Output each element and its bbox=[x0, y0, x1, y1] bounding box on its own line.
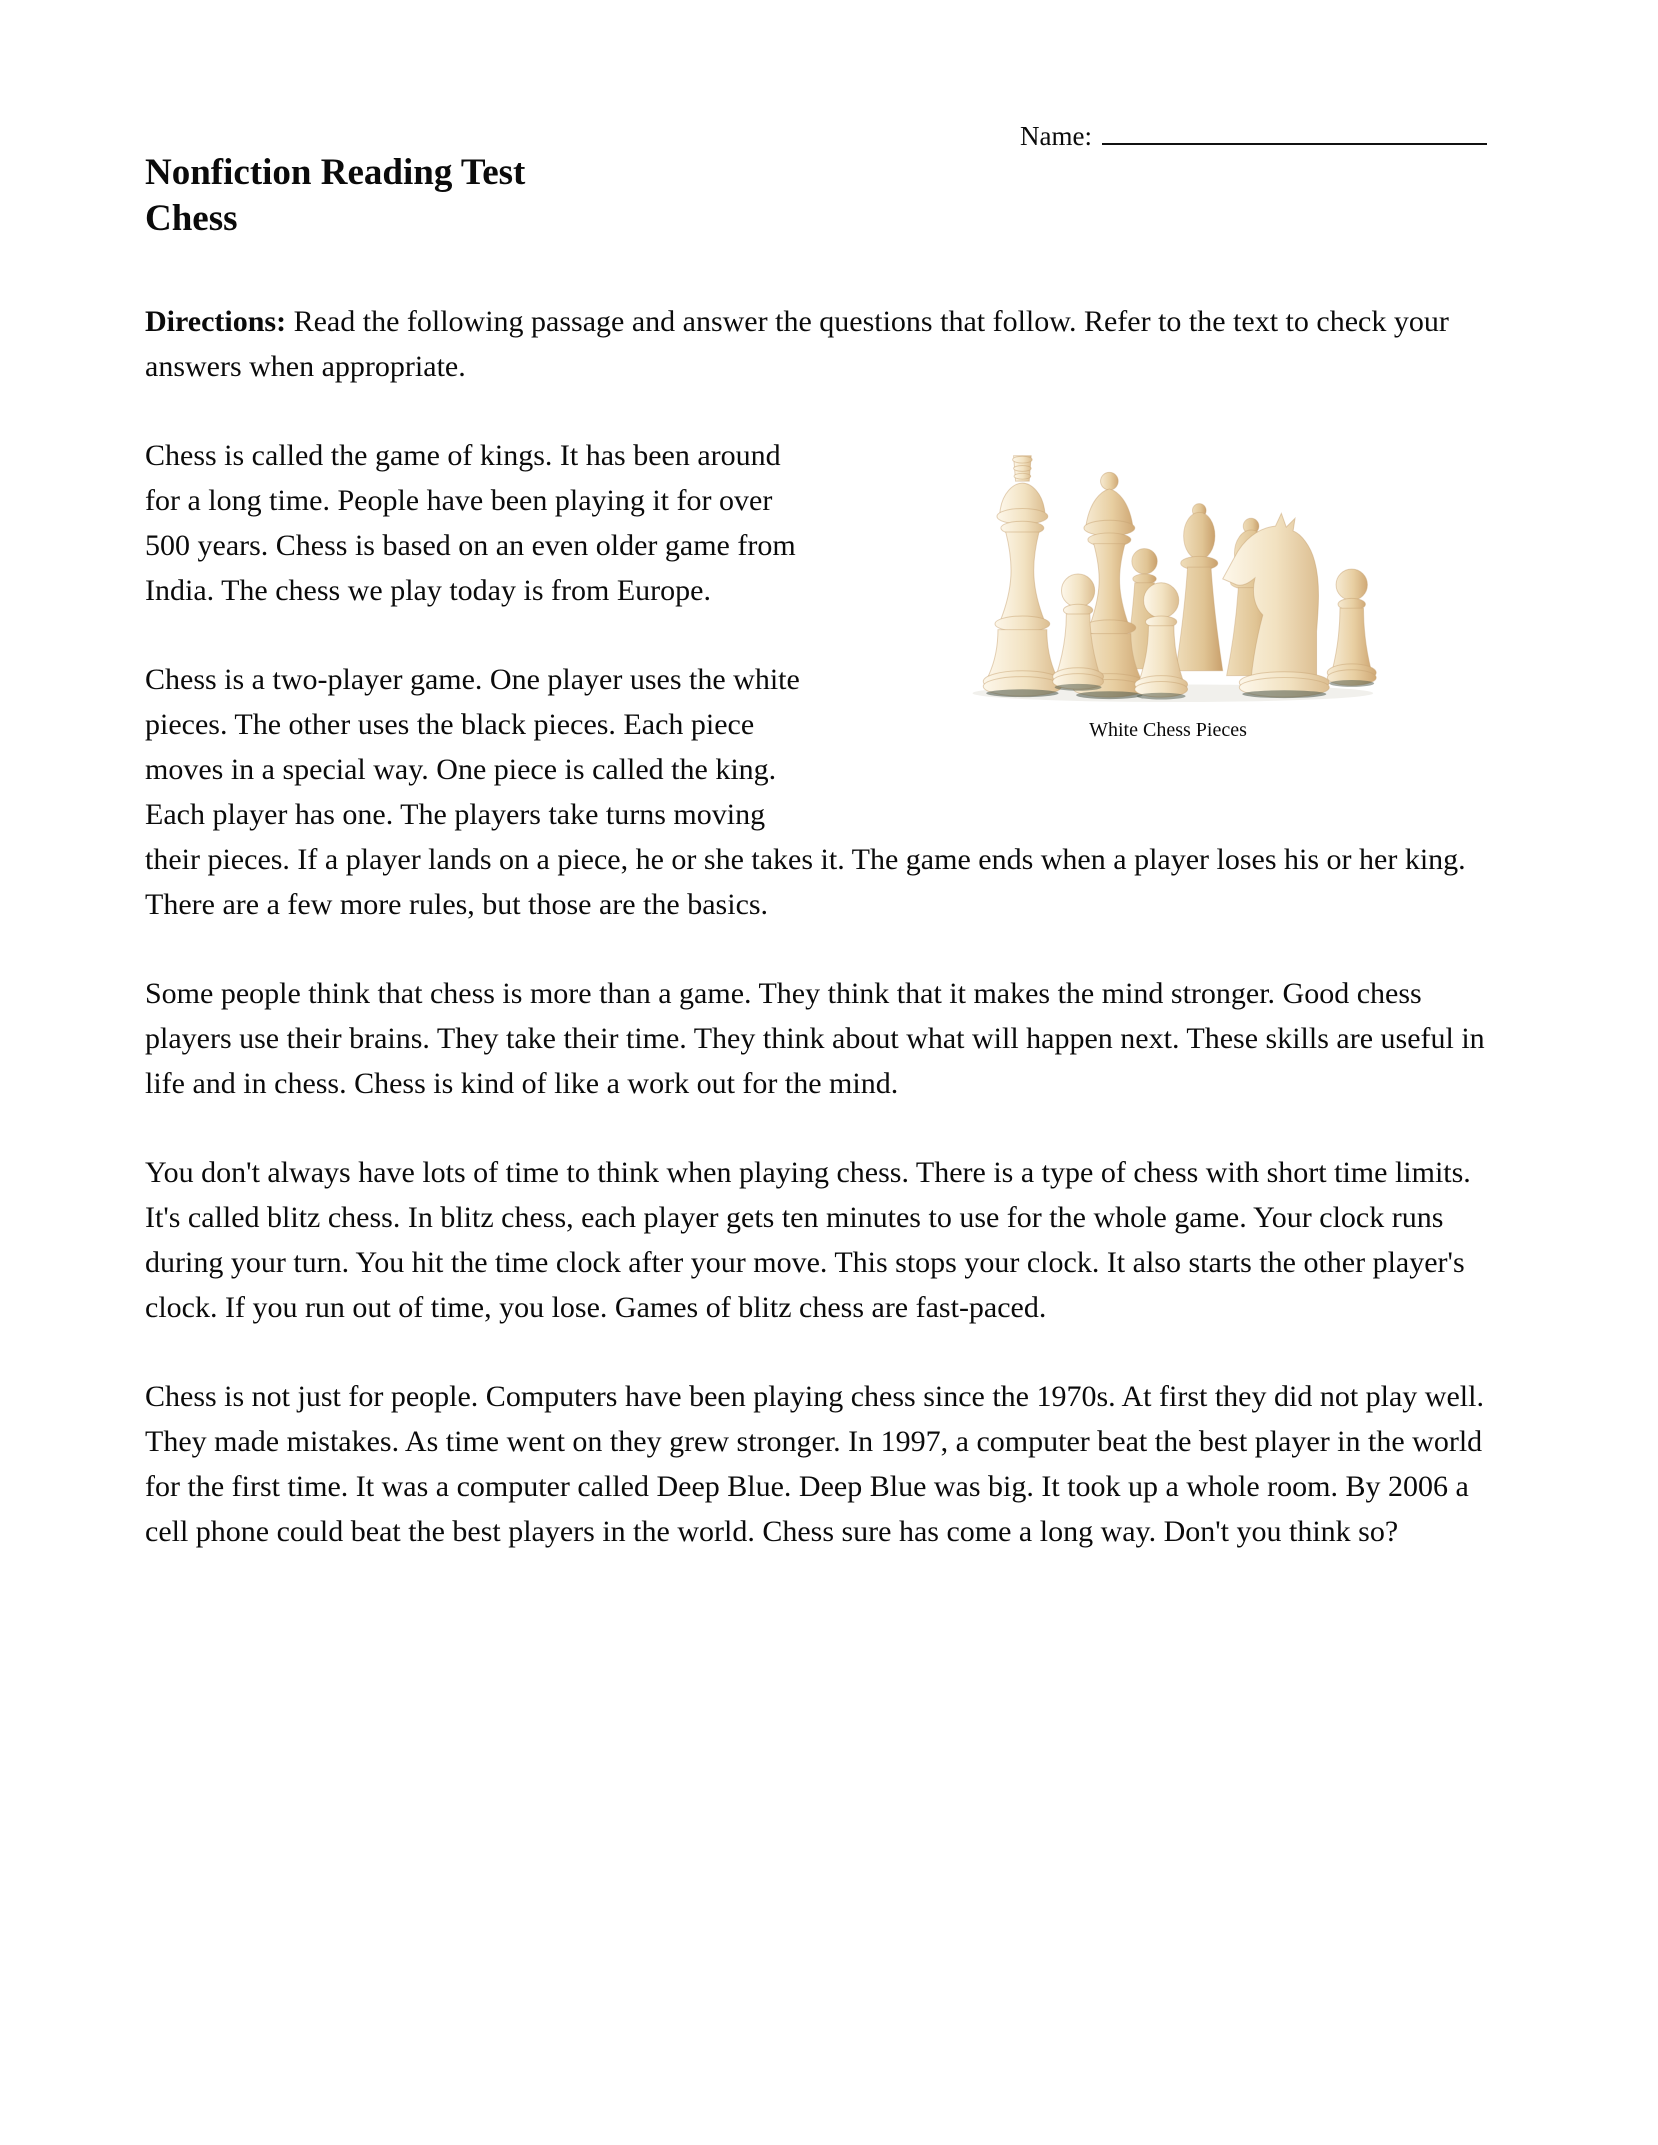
bishop-piece bbox=[1176, 504, 1223, 671]
pawn-piece-3 bbox=[1327, 569, 1376, 687]
directions-paragraph bbox=[145, 299, 1513, 389]
passage-paragraph-1: Chess is called the game of kings. It has been around for a long time. People have been playing it for over 500 years. Chess is based on an even older game from India. The chess we play today is from Europe. bbox=[145, 439, 796, 607]
name-label: Name: bbox=[1020, 121, 1092, 151]
passage-paragraph-2: Chess is a two-player game. One player uses the white pieces. The other uses the black pieces. Each piece moves in a special way. One piece is called the king. Each player has one. The players take turns moving their pieces. If a player lands on a piece, he or she takes it. The game ends when a player loses his or her king. There are a few more rules, but those are the basics. bbox=[145, 663, 1466, 921]
name-field bbox=[1020, 120, 1487, 152]
directions-text: Read the following passage and answer the questions that follow. Refer to the text to check your answers when appropriate. bbox=[145, 305, 1449, 383]
image-caption: White Chess Pieces bbox=[1089, 719, 1247, 741]
passage-paragraph-4: You don't always have lots of time to think when playing chess. There is a type of chess with short time limits. It's called blitz chess. In blitz chess, each player gets ten minutes to use for the whole game. Your clock runs during your turn. You hit the time clock after your move. This stops your clock. It also starts the other player's clock. If you run out of time, you lose. Games of blitz chess are fast-paced. bbox=[145, 1156, 1471, 1324]
king-piece bbox=[983, 456, 1061, 697]
page-title: Nonfiction Reading Test bbox=[145, 152, 526, 193]
passage-paragraph-3: Some people think that chess is more than a game. They think that it makes the mind stronger. Good chess players use their brains. They take their time. They think about what will happen next. These skills are useful in life and in chess. Chess is kind of like a work out for the mind. bbox=[145, 977, 1485, 1100]
chess-pieces-image bbox=[953, 433, 1383, 713]
name-blank-line bbox=[1102, 143, 1487, 145]
chess-pieces-figure bbox=[823, 433, 1513, 743]
passage-paragraph-5: Chess is not just for people. Computers have been playing chess since the 1970s. At first they did not play well. They made mistakes. As time went on they grew stronger. In 1997, a computer beat the best player in the world for the first time. It was a computer called Deep Blue. Deep Blue was big. It took up a whole room. By 2006 a cell phone could beat the best players in the world. Chess sure has come a long way. Don't you think so? bbox=[145, 1380, 1484, 1548]
page-subtitle: Chess bbox=[145, 198, 238, 239]
directions-label: Directions: bbox=[145, 305, 287, 338]
